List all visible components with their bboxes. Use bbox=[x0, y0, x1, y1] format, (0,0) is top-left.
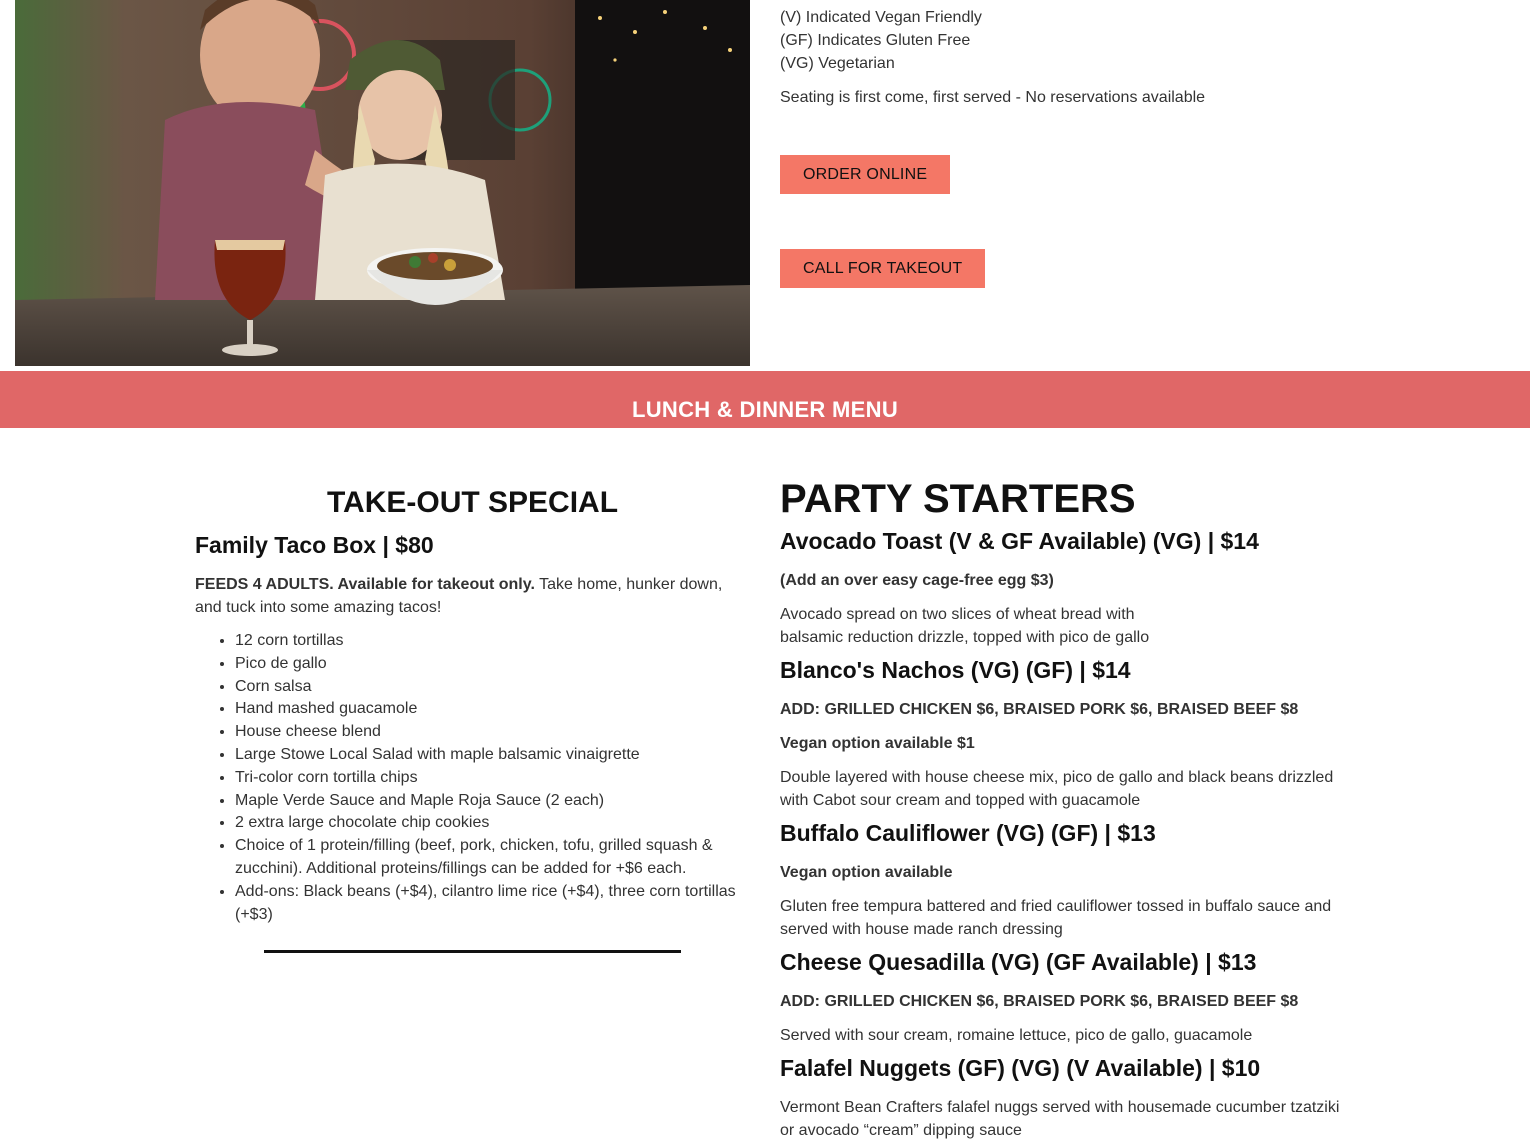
taco-box-contents-list bbox=[195, 630, 750, 926]
legend-vegan: (V) Indicated Vegan Friendly bbox=[780, 9, 982, 26]
buffalo-cauliflower-title: Buffalo Cauliflower (VG) (GF) | $13 bbox=[780, 820, 1156, 846]
photo-two-people-dining-icon bbox=[15, 0, 750, 366]
takeout-section-title: TAKE-OUT SPECIAL bbox=[326, 486, 619, 519]
buffalo-cauliflower-description: Gluten free tempura battered and fried cauliflower tossed in buffalo sauce and served with house made ranch dressing bbox=[780, 898, 1332, 938]
list-item: • Add-ons: Black beans (+$4), cilantro lime rice (+$4), three corn tortillas (+$3) bbox=[235, 881, 750, 927]
list-item: • Large Stowe Local Salad with maple balsamic vinaigrette bbox=[235, 744, 750, 767]
family-taco-box-desc-text: Take home, hunker down, and tuck into some amazing tacos! bbox=[195, 576, 723, 616]
call-for-takeout-button[interactable]: CALL FOR TAKEOUT bbox=[780, 249, 985, 288]
seating-note: Seating is first come, first served - No reservations available bbox=[780, 89, 1206, 106]
list-item: • Choice of 1 protein/filling (beef, pork, chicken, tofu, grilled squash & zucchini). Additional proteins/fillings can be added for +$6 each. bbox=[235, 835, 750, 881]
blancos-nachos-vegan-note: Vegan option available $1 bbox=[780, 735, 975, 752]
family-taco-box-desc-bold: FEEDS 4 ADULTS. Available for takeout only. bbox=[195, 576, 535, 593]
buffalo-cauliflower-vegan-note: Vegan option available bbox=[780, 864, 953, 881]
cheese-quesadilla-addons: ADD: GRILLED CHICKEN $6, BRAISED PORK $6, BRAISED BEEF $8 bbox=[780, 993, 1299, 1010]
family-taco-box-description bbox=[195, 573, 750, 619]
avocado-toast-note: (Add an over easy cage-free egg $3) bbox=[780, 572, 1054, 589]
list-item: • Maple Verde Sauce and Maple Roja Sauce (2 each) bbox=[235, 790, 750, 813]
list-item: • Pico de gallo bbox=[235, 653, 750, 676]
legend-vegetarian: (VG) Vegetarian bbox=[780, 55, 895, 72]
avocado-toast-title: Avocado Toast (V & GF Available) (VG) | $14 bbox=[780, 528, 1259, 554]
blancos-nachos-description: Double layered with house cheese mix, pico de gallo and black beans drizzled with Cabot sour cream and topped with guacamole bbox=[780, 769, 1334, 809]
list-item: • Hand mashed guacamole bbox=[235, 698, 750, 721]
cheese-quesadilla-title: Cheese Quesadilla (VG) (GF Available) | $13 bbox=[780, 949, 1257, 975]
list-item: • Tri-color corn tortilla chips bbox=[235, 767, 750, 790]
menu-banner-title: LUNCH & DINNER MENU bbox=[631, 397, 899, 422]
list-item: • Corn salsa bbox=[235, 676, 750, 699]
party-starters-section bbox=[780, 474, 1340, 1142]
cheese-quesadilla-description: Served with sour cream, romaine lettuce, pico de gallo, guacamole bbox=[780, 1027, 1253, 1044]
blancos-nachos-addons: ADD: GRILLED CHICKEN $6, BRAISED PORK $6, BRAISED BEEF $8 bbox=[780, 701, 1299, 718]
family-taco-box-title: Family Taco Box | $80 bbox=[195, 532, 434, 558]
takeout-special-section bbox=[195, 478, 750, 953]
section-divider bbox=[264, 950, 681, 953]
list-item: • House cheese blend bbox=[235, 721, 750, 744]
list-item: • 12 corn tortillas bbox=[235, 630, 750, 653]
blancos-nachos-title: Blanco's Nachos (VG) (GF) | $14 bbox=[780, 657, 1131, 683]
legend-gluten-free: (GF) Indicates Gluten Free bbox=[780, 32, 971, 49]
list-item: • 2 extra large chocolate chip cookies bbox=[235, 812, 750, 835]
party-starters-title: PARTY STARTERS bbox=[780, 477, 1136, 521]
falafel-nuggets-title: Falafel Nuggets (GF) (VG) (V Available) | $10 bbox=[780, 1055, 1261, 1081]
order-online-button[interactable]: ORDER ONLINE bbox=[780, 155, 950, 194]
hero-photo bbox=[15, 0, 750, 366]
falafel-nuggets-description: Vermont Bean Crafters falafel nuggs served with housemade cucumber tzatziki or avocado “cream” dipping sauce bbox=[780, 1099, 1340, 1139]
avocado-toast-description: Avocado spread on two slices of wheat bread with balsamic reduction drizzle, topped with pico de gallo bbox=[780, 606, 1150, 646]
